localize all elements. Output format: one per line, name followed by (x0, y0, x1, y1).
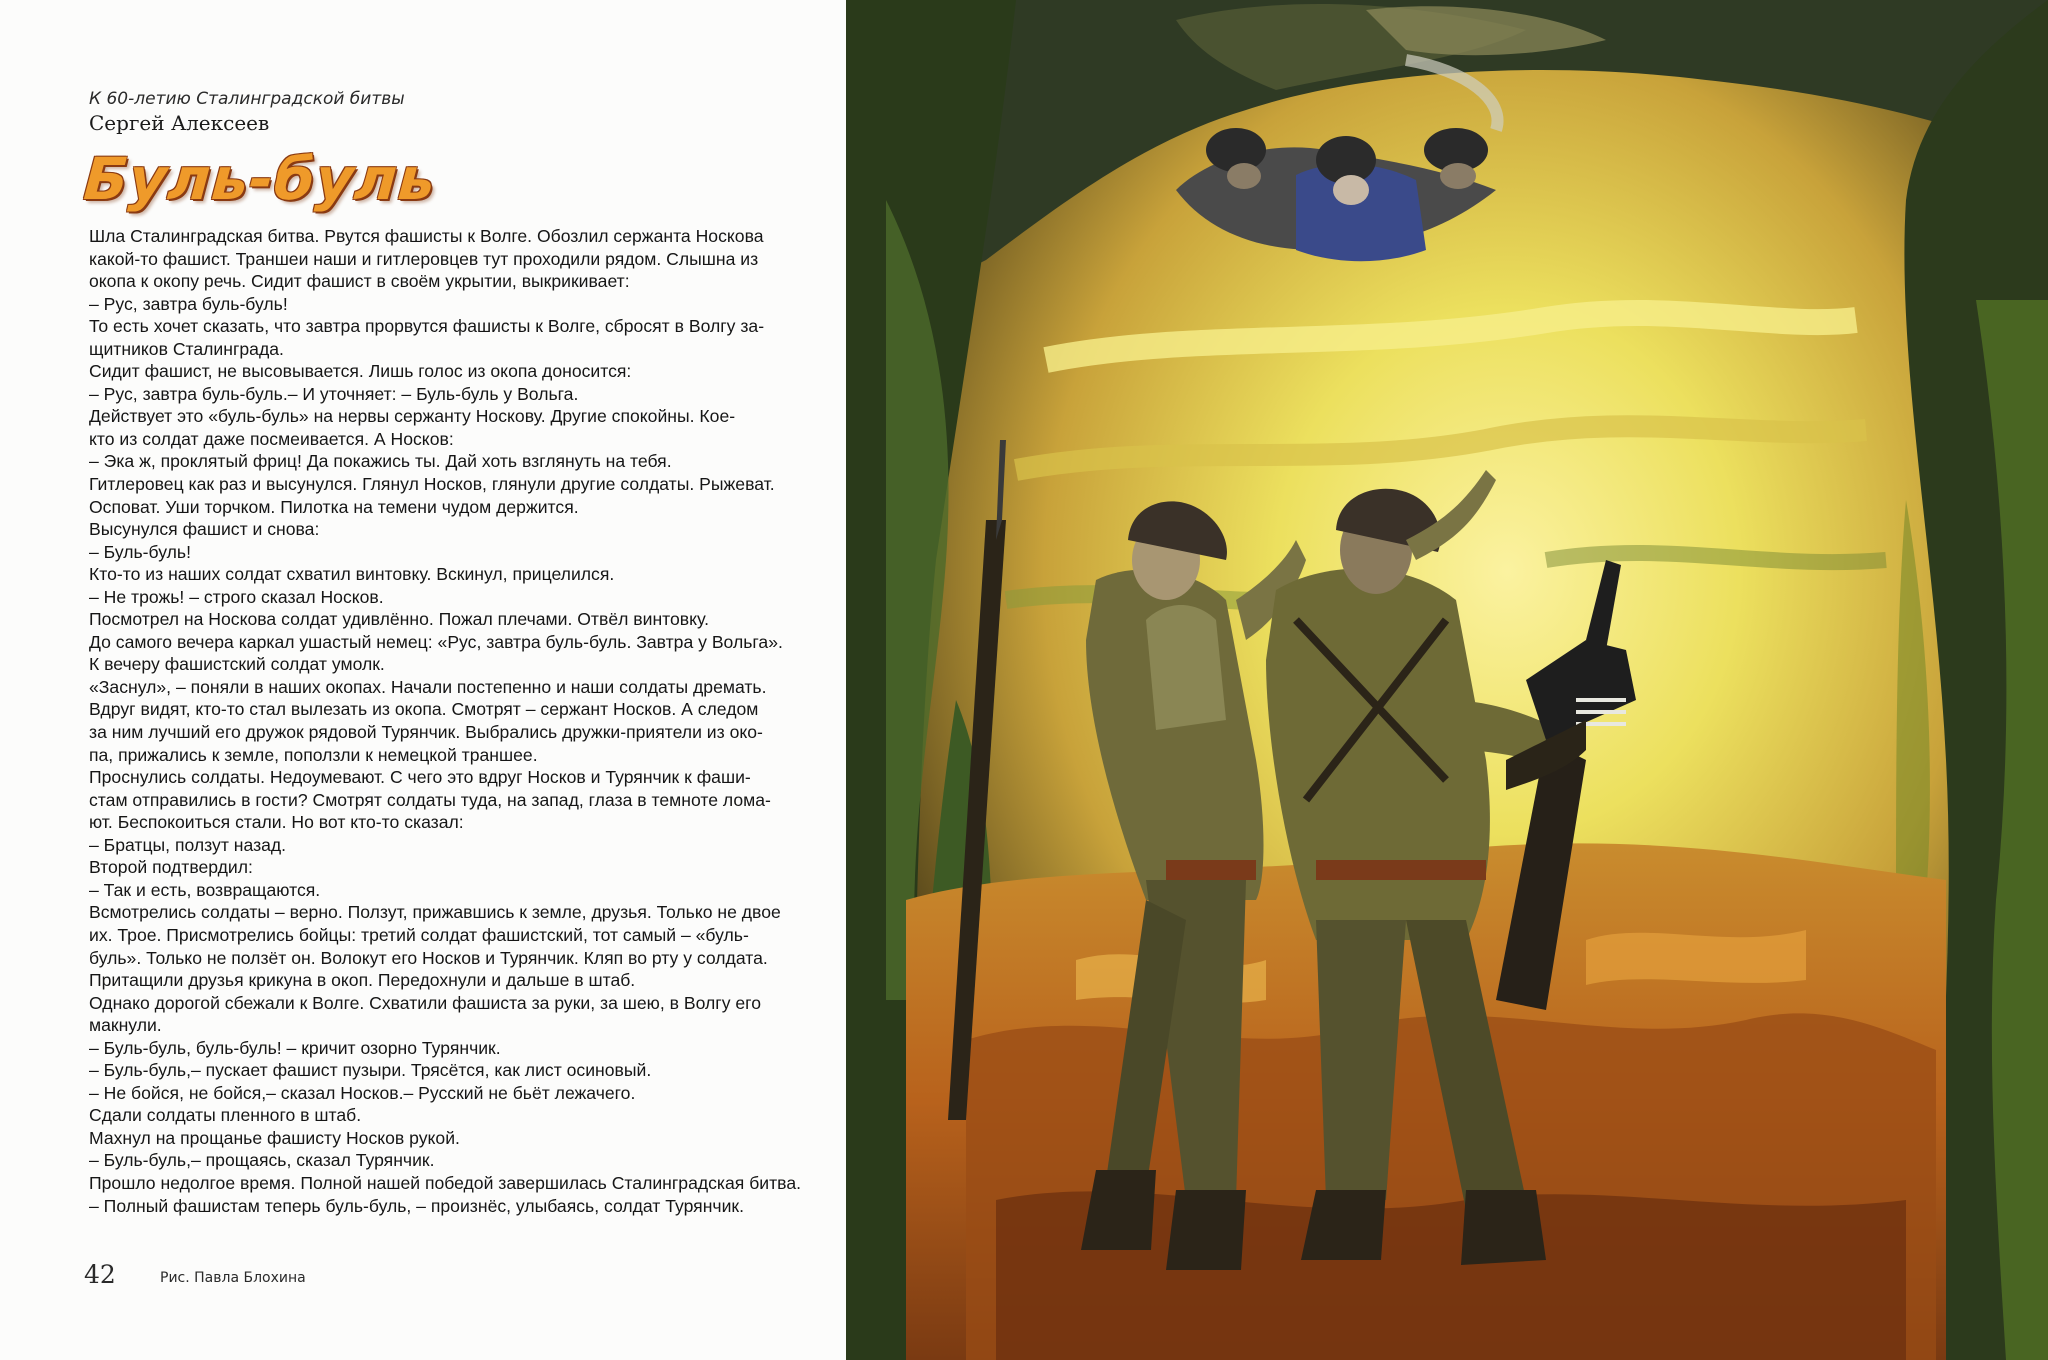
story-line: – Буль-буль,– прощаясь, сказал Турянчик. (89, 1150, 435, 1171)
story-line: Посмотрел на Носкова солдат удивлённо. Пожал плечами. Отвёл винтовку. (89, 609, 709, 630)
story-title: Буль-буль (81, 145, 439, 213)
story-line: их. Трое. Присмотрелись бойцы: третий солдат фашистский, тот самый – «буль- (89, 924, 749, 945)
story-line: Действует это «буль-буль» на нервы сержанту Носкову. Другие спокойны. Кое- (89, 406, 736, 427)
story-line: Второй подтвердил: (89, 857, 253, 878)
story-line: «Заснул», – поняли в наших окопах. Начали постепенно и наши солдаты дремать. (89, 676, 767, 697)
story-text (89, 225, 802, 1217)
story-line: стам отправились в гости? Смотрят солдаты туда, на запад, глаза в темноте лома- (89, 789, 771, 810)
story-line: Сдали солдаты пленного в штаб. (89, 1105, 362, 1126)
story-line: Сидит фашист, не высовывается. Лишь голос из окопа доносится: (89, 361, 632, 382)
story-line: – Рус, завтра буль-буль! (89, 293, 288, 314)
story-line: – Буль-буль, буль-буль! – кричит озорно Турянчик. (89, 1037, 501, 1058)
story-line: Однако дорогой сбежали к Волге. Схватили фашиста за руки, за шею, в Волгу его (89, 992, 761, 1013)
story-line: па, прижались к земле, поползли к немецкой траншее. (89, 744, 538, 765)
story-line: какой-то фашист. Траншеи наши и гитлеровцев тут проходили рядом. Слышна из (89, 248, 759, 269)
rubric: К 60-летию Сталинградской битвы (89, 89, 405, 109)
story-line: Всмотрелись солдаты – верно. Ползут, прижавшись к земле, друзья. Только не двое (89, 902, 781, 923)
story-line: Высунулся фашист и снова: (89, 519, 320, 540)
story-line: Махнул на прощанье фашисту Носков рукой. (89, 1127, 460, 1148)
story-line: Шла Сталинградская битва. Рвутся фашисты к Волге. Обозлил сержанта Носкова (89, 226, 764, 246)
author: Сергей Алексеев (89, 111, 270, 135)
story-line: – Буль-буль! (89, 541, 191, 562)
story-line: ют. Беспокоиться стали. Но вот кто-то сказал: (89, 812, 464, 833)
illustration (846, 0, 2048, 1360)
story-line: окопа к окопу речь. Сидит фашист в своём укрытии, выкрикивает: (89, 271, 630, 292)
story-line: Притащили друзья крикуна в окоп. Передохнули и дальше в штаб. (89, 970, 636, 991)
painting-soldiers-trench (846, 0, 2048, 1360)
page-number: 42 (84, 1260, 116, 1289)
story-line: Гитлеровец как раз и высунулся. Глянул Носков, глянули другие солдаты. Рыжеват. (89, 474, 775, 495)
story-line: – Братцы, ползут назад. (89, 834, 287, 855)
story-line: – Не бойся, не бойся,– сказал Носков.– Русский не бьёт лежачего. (89, 1082, 636, 1103)
story-line: Проснулись солдаты. Недоумевают. С чего это вдруг Носков и Турянчик к фаши- (89, 767, 751, 788)
story-line: К вечеру фашистский солдат умолк. (89, 654, 385, 675)
story-line: – Рус, завтра буль-буль.– И уточняет: – Буль-буль у Вольга. (89, 383, 579, 404)
story-line: буль». Только не ползёт он. Волокут его Носков и Турянчик. Кляп во рту у солдата. (89, 947, 768, 968)
story-line: Осповат. Уши торчком. Пилотка на темени чудом держится. (89, 496, 579, 517)
story-line: – Полный фашистам теперь буль-буль, – произнёс, улыбаясь, солдат Турянчик. (89, 1195, 745, 1216)
story-line: – Так и есть, возвращаются. (89, 879, 321, 900)
story-line: То есть хочет сказать, что завтра прорвутся фашисты к Волге, сбросят в Волгу за- (89, 316, 765, 337)
story-line: щитников Сталинграда. (89, 338, 284, 359)
illustration-credit: Рис. Павла Блохина (160, 1270, 306, 1286)
story-line: – Буль-буль,– пускает фашист пузыри. Трясётся, как лист осиновый. (89, 1060, 652, 1081)
story-line: – Не трожь! – строго сказал Носков. (89, 586, 384, 607)
text-page (0, 0, 846, 1360)
story-line: До самого вечера каркал ушастый немец: «Рус, завтра буль-буль. Завтра у Вольга». (89, 631, 783, 652)
story-line: Вдруг видят, кто-то стал вылезать из окопа. Смотрят – сержант Носков. А следом (89, 699, 759, 720)
story-line: за ним лучший его дружок рядовой Турянчик. Выбрались дружки-приятели из око- (89, 722, 763, 743)
story-line: Кто-то из наших солдат схватил винтовку. Вскинул, прицелился. (89, 564, 615, 585)
story-line: кто из солдат даже посмеивается. А Носков: (89, 428, 454, 449)
story-line: макнули. (89, 1015, 162, 1036)
story-line: – Эка ж, проклятый фриц! Да покажись ты. Дай хоть взглянуть на тебя. (89, 451, 672, 472)
story-line: Прошло недолгое время. Полной нашей победой завершилась Сталинградская битва. (89, 1172, 802, 1193)
